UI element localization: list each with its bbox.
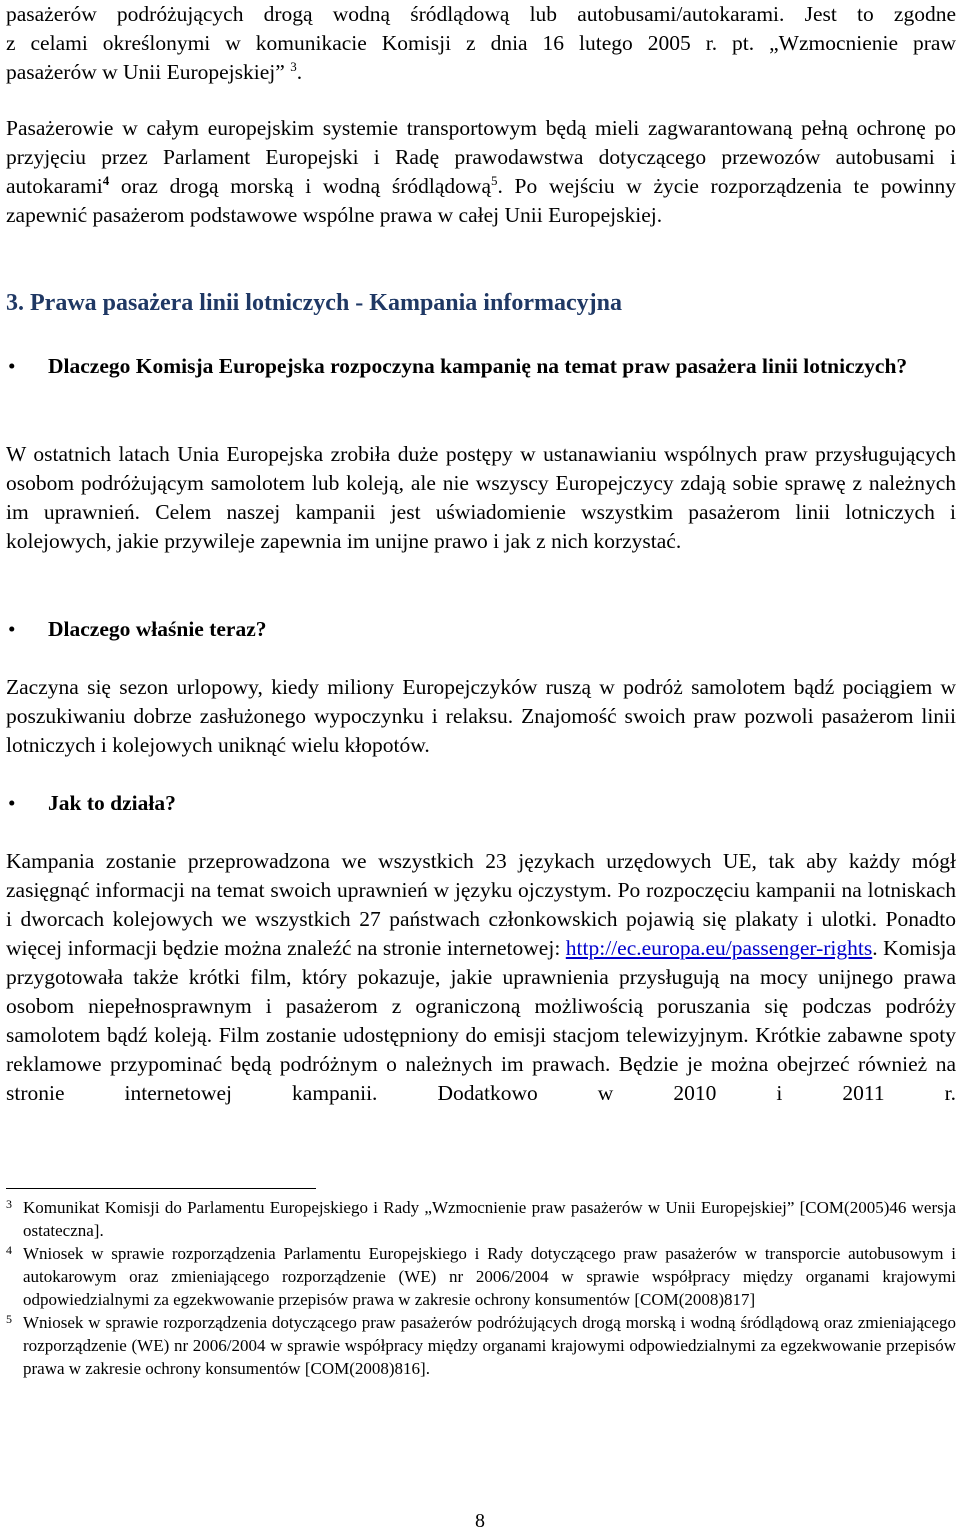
section-heading [6,288,956,318]
paragraph-recent-years [6,440,956,556]
question-bullet-why-now [6,615,956,644]
text-line [6,29,956,58]
footnote-text: Wniosek w sprawie rozporządzenia dotyczącego praw pasażerów podróżujących drogą morską i wodną śródlądową oraz zmieniającego rozporządzenie (WE) nr 2006/2004 w sprawie współpracy między organami krajowymi odpowiedzialnymi za egzekwowanie przepisów prawa w zakresie ochrony konsumentów [COM(2008)816]. [23,1313,956,1378]
text-line [6,0,956,29]
paragraph-continuation [6,0,956,87]
footnote-ref-3[interactable]: 3 [290,58,297,74]
text-span: . Po wejściu w życie rozporządzenia te powinny zapewnić pasażerom podstawowe wspólne prawa w całej Unii Europejskiej. [6,174,956,227]
text-span: Pasażerowie w całym europejskim systemie transportowym będą mieli zagwarantowaną pełną ochronę po przyjęciu przez Parlament Europejski i Radę prawodawstwa dotyczącego przewozów autobusami i autokarami [6,116,956,198]
footnote-text: Komunikat Komisji do Parlamentu Europejskiego i Rady „Wzmocnienie praw pasażerów w Unii Europejskiej” [COM(2005)46 wersja ostateczna]. [23,1198,956,1240]
text-span: pasażerów podróżujących drogą wodną śródlądową lub autobusami/autokarami. Jest to zgodne [6,2,956,26]
heading-text: 3. Prawa pasażera linii lotniczych - Kampania informacyjna [6,290,622,316]
footnote-ref-4[interactable]: 4 [102,172,110,188]
bullet-icon: • [8,617,16,641]
text-span: z celami określonymi w komunikacie Komisji z dnia 16 lutego 2005 r. pt. „Wzmocnienie praw [6,31,956,55]
footnote-ref-5[interactable]: 5 [490,172,498,188]
campaign-website-link[interactable]: http://ec.europa.eu/passenger-rights [565,936,873,960]
paragraph-passenger-protection [6,114,956,230]
question-text: Dlaczego właśnie teraz? [48,617,267,641]
footnote-3 [6,1196,956,1242]
footnotes [6,1196,956,1380]
text-span: . Komisja przygotowała także krótki film, który pokazuje, jakie uprawnienia przysługują na mocy unijnego prawa osobom niepełnosprawnym i pasażerom z ograniczoną możliwością poruszania się podczas podróży samolotem bądź koleją. Film zostanie udostępniony do emisji stacjom telewizyjnym. Krótkie zabawne spoty reklamowe przypominać będą podróżnym o należnych im prawach. Będzie je można obejrzeć również na stronie internetowej kampanii. Dodatkowo w 2010 i 2011 r. [6,936,956,1105]
question-text: Jak to działa? [48,791,176,815]
footnote-number: 5 [6,1312,12,1326]
text-line [6,58,956,87]
text-span: oraz drogą morską i wodną śródlądową [109,174,491,198]
bullet-icon: • [8,354,16,378]
paragraph-text: Zaczyna się sezon urlopowy, kiedy miliony Europejczyków ruszą w podróż samolotem bądź pociągiem w poszukiwaniu dobrze zasłużonego wypoczynku i relaksu. Znajomość swoich praw pozwoli pasażerom linii lotniczych i kolejowych uniknąć wielu kłopotów. [6,675,956,757]
paragraph-text [6,114,956,230]
page-number: 8 [475,1510,485,1532]
question-text: Dlaczego Komisja Europejska rozpoczyna kampanię na temat praw pasażera linii lotniczych? [48,354,908,378]
footnote-text: Wniosek w sprawie rozporządzenia Parlamentu Europejskiego i Rady dotyczącego praw pasażerów w transporcie autobusowym i autokarowym oraz zmieniającego rozporządzenie (WE) nr 2006/2004 w sprawie współpracy między organami krajowymi odpowiedzialnymi za egzekwowanie przepisów prawa w zakresie ochrony konsumentów [COM(2008)817] [23,1244,956,1309]
footnote-5 [6,1311,956,1380]
question-bullet-how-it-works [6,789,956,818]
question-bullet-why-campaign [6,352,956,381]
footnote-separator [6,1188,316,1189]
text-span: . [296,60,303,84]
paragraph-campaign-details [6,847,956,1108]
text-span: pasażerów w Unii Europejskiej” [6,60,285,84]
bullet-icon: • [8,791,16,815]
footnote-number: 4 [6,1243,12,1257]
text-span: Kampania zostanie przeprowadzona we wszystkich 23 językach urzędowych UE, tak aby każdy mógł zasięgnąć informacji na temat swoich uprawnień w języku ojczystym. Po rozpoczęciu kampanii na lotniskach i dworcach kolejowych we wszystkich 27 państwach członkowskich pojawią się plakaty i ulotki. Ponadto więcej informacji będzie można znaleźć na stronie internetowej: [6,849,956,960]
paragraph-text: W ostatnich latach Unia Europejska zrobiła duże postępy w ustanawianiu wspólnych praw przysługujących osobom podróżującym samolotem lub koleją, ale nie wszyscy Europejczycy zdają sobie sprawę z należnych im uprawnień. Celem naszej kampanii jest uświadomienie wszystkim pasażerom linii lotniczych i kolejowych, jakie przywileje zapewnia im unijne prawo i jak z nich korzystać. [6,442,956,553]
paragraph-holiday-season [6,673,956,760]
paragraph-text [6,847,956,1108]
footnote-4 [6,1242,956,1311]
footnote-number: 3 [6,1197,12,1211]
